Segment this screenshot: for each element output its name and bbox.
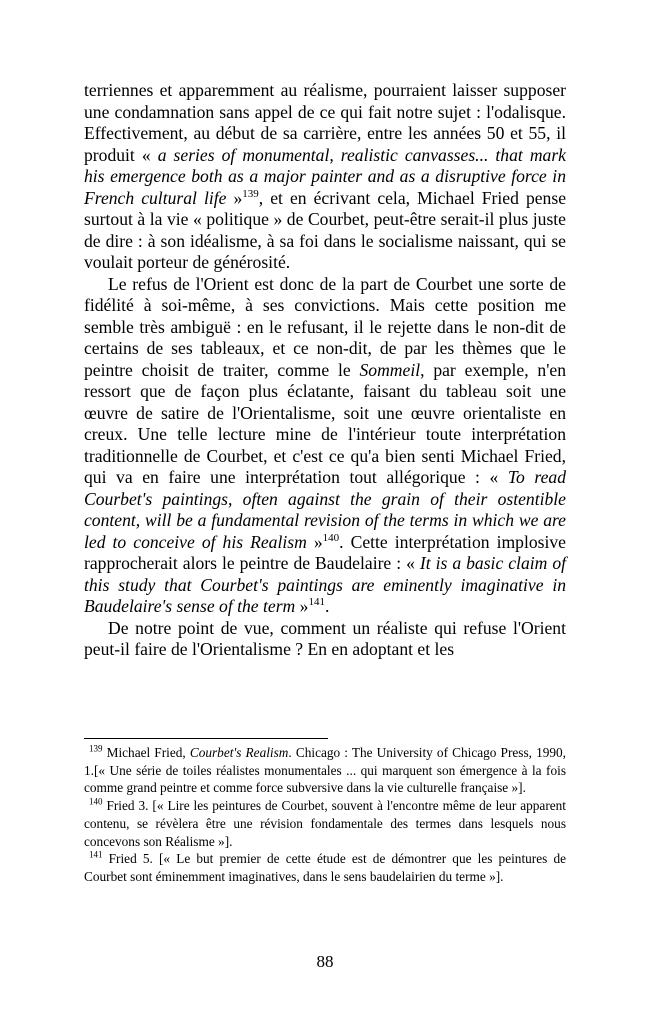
footnote-ref: 139 bbox=[242, 187, 259, 200]
footnote bbox=[84, 850, 566, 885]
footnote-ref: 141 bbox=[308, 596, 325, 609]
page-body bbox=[84, 80, 566, 661]
text-run: . bbox=[324, 596, 330, 616]
footnote-separator bbox=[84, 738, 328, 739]
footnote bbox=[84, 744, 566, 797]
italic-text: a series of monumental, realistic canvasses... that mark his emergence both as a major painter and as a disruptive force in French cultural life bbox=[84, 144, 566, 208]
footnote-ref: 140 bbox=[322, 531, 340, 544]
footnote-ref: 139 bbox=[89, 743, 103, 754]
italic-text: It is a basic claim of this study that Courbet's paintings are eminently imaginative in Baudelaire's sense of the term bbox=[84, 553, 566, 616]
text-run: . Chicago : The University of Chicago Press, 1990, 1.[« Une série de toiles réalistes monumentales ... qui marquent son émergence à la fois comme grand peintre et comme force subversive dans la vie culturelle française »]. bbox=[84, 745, 566, 796]
text-run: » bbox=[295, 596, 309, 616]
italic-text: To read Courbet's paintings, often against the grain of their ostentible content, will be a fundamental revision of the terms in which we are led to conceive of his Realism bbox=[84, 467, 566, 552]
page-number: 88 bbox=[316, 952, 334, 971]
footnote-ref: 141 bbox=[89, 849, 103, 860]
text-run: , par exemple, n'en ressort que de façon plus éclatante, faisant du tableau soit une œuvre de satire de l'Orientalisme, soit une œuvre orientaliste en creux. Une telle lecture mine de l'intérieur toute interprétation traditionnelle de Courbet, et c'est ce qu'a bien senti Michael Fried, qui va en faire une interprétation tout allégorique : « bbox=[84, 359, 566, 487]
text-run: Michael Fried, bbox=[102, 745, 190, 760]
text-run: terriennes et apparemment au réalisme, pourraient laisser supposer une condamnation sans appel de ce qui fait notre sujet : l'odalisque. Effectivement, au début de sa carrière, entre les années 50 et 55, il produit « bbox=[84, 80, 566, 165]
italic-text: Sommeil bbox=[359, 359, 421, 380]
text-run: Le refus de l'Orient est donc de la part de Courbet une sorte de fidélité à soi-même, à ses convictions. Mais cette position me semble très ambiguë : en le refusant, il le rejette dans le non-dit de certains de ses tableaux, et ce non-dit, de par les thèmes que le peintre choisit de traiter, comme le bbox=[84, 273, 566, 380]
paragraph bbox=[84, 80, 566, 274]
text-run: , et en écrivant cela, Michael Fried pense surtout à la vie « politique » de Courbet, peut-être serait-il plus juste de dire : à son idéalisme, à sa foi dans le socialisme naissant, qui se voulait porteur de générosité. bbox=[84, 187, 566, 272]
footnotes bbox=[84, 744, 566, 886]
text-run: . Cette interprétation implosive rapprocherait alors le peintre de Baudelaire : « bbox=[84, 531, 566, 573]
footnote bbox=[84, 797, 566, 850]
italic-text: Courbet's Realism bbox=[189, 745, 289, 760]
text-run: » bbox=[306, 531, 323, 552]
text-run: Fried 5. [« Le but premier de cette étude est de démontrer que les peintures de Courbet sont éminemment imaginatives, dans le sens baudelairien du terme »]. bbox=[84, 851, 566, 884]
text-run: Fried 3. [« Lire les peintures de Courbet, souvent à l'encontre même de leur apparent contenu, se révèlera être une révision fondamentale des termes dans lesquels nous concevons son Réalisme »]. bbox=[84, 798, 566, 849]
text-run: De notre point de vue, comment un réaliste qui refuse l'Orient peut-il faire de l'Orientalisme ? En en adoptant et les bbox=[84, 617, 566, 659]
footnote-ref: 140 bbox=[89, 796, 103, 807]
paragraph bbox=[84, 274, 566, 618]
paragraph bbox=[84, 618, 566, 661]
text-run: » bbox=[226, 187, 243, 208]
body-text bbox=[84, 80, 566, 661]
